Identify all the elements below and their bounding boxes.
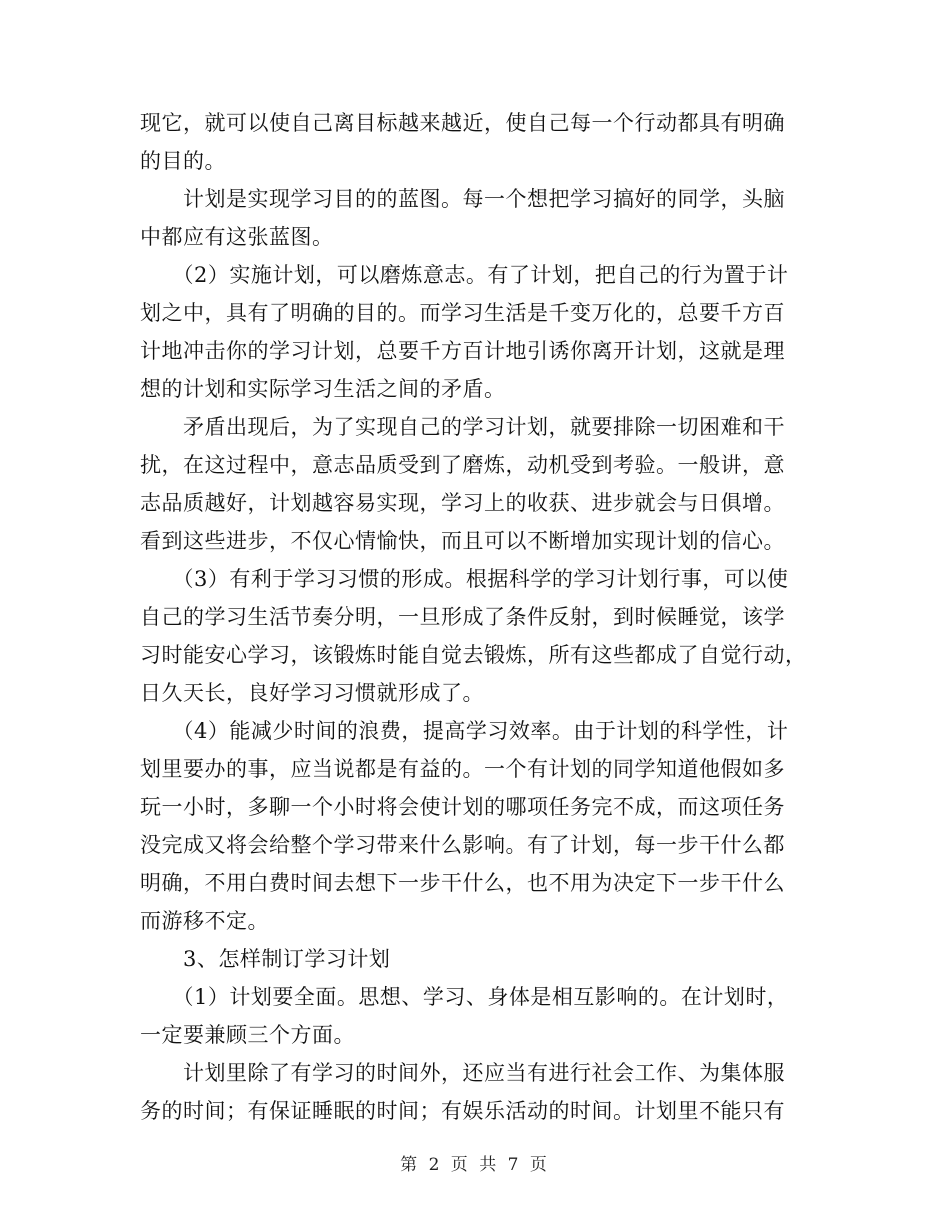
text-line: 一定要兼顾三个方面。	[140, 1023, 355, 1047]
text-line: 计划是实现学习目的的蓝图。每一个想把学习搞好的同学，头脑	[140, 187, 785, 211]
text-line: （4）能减少时间的浪费，提高学习效率。由于计划的科学性，计	[140, 719, 789, 743]
text-line: 计地冲击你的学习计划，总要千方百计地引诱你离开计划，这就是理	[140, 339, 785, 363]
text-line: 而游移不定。	[140, 909, 269, 933]
text-line: 现它，就可以使自己离目标越来越近，使自己每一个行动都具有明确	[140, 111, 785, 135]
text-line: 矛盾出现后，为了实现自己的学习计划，就要排除一切困难和干	[140, 415, 785, 439]
text-line: 没完成又将会给整个学习带来什么影响。有了计划，每一步干什么都	[140, 833, 785, 857]
text-line: 志品质越好，计划越容易实现，学习上的收获、进步就会与日俱增。	[140, 491, 785, 515]
page-number-footer: 第 2 页 共 7 页	[400, 1155, 550, 1175]
text-line: 划之中，具有了明确的目的。而学习生活是千变万化的，总要千方百	[140, 301, 785, 325]
text-line: 务的时间；有保证睡眠的时间；有娱乐活动的时间。计划里不能只有	[140, 1099, 785, 1123]
text-line: 的目的。	[140, 149, 226, 173]
text-line: 日久天长，良好学习习惯就形成了。	[140, 681, 484, 705]
text-line: 明确，不用白费时间去想下一步干什么，也不用为决定下一步干什么	[140, 871, 785, 895]
text-line: 看到这些进步，不仅心情愉快，而且可以不断增加实现计划的信心。	[140, 529, 785, 553]
section-heading: 3、怎样制订学习计划	[140, 947, 391, 971]
text-line: （3）有利于学习习惯的形成。根据科学的学习计划行事，可以使	[140, 567, 789, 591]
text-line: （2）实施计划，可以磨炼意志。有了计划，把自己的行为置于计	[140, 263, 789, 287]
text-line: 计划里除了有学习的时间外，还应当有进行社会工作、为集体服	[140, 1061, 785, 1085]
text-line: 自己的学习生活节奏分明，一旦形成了条件反射，到时候睡觉，该学	[140, 605, 785, 629]
text-line: 扰，在这过程中，意志品质受到了磨炼，动机受到考验。一般讲，意	[140, 453, 785, 477]
body-text	[140, 104, 810, 1130]
text-line: 习时能安心学习，该锻炼时能自觉去锻炼，所有这些都成了自觉行动，	[140, 643, 807, 667]
text-line: 划里要办的事，应当说都是有益的。一个有计划的同学知道他假如多	[140, 757, 785, 781]
text-line: 中都应有这张蓝图。	[140, 225, 334, 249]
text-line: 想的计划和实际学习生活之间的矛盾。	[140, 377, 506, 401]
text-line: （1）计划要全面。思想、学习、身体是相互影响的。在计划时，	[140, 985, 789, 1009]
text-line: 玩一小时，多聊一个小时将会使计划的哪项任务完不成，而这项任务	[140, 795, 785, 819]
